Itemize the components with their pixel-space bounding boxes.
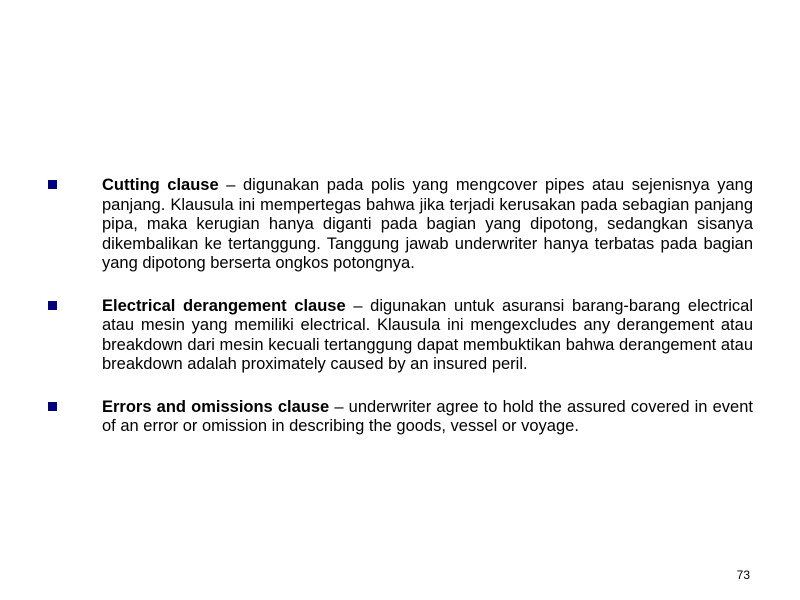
clause-term: Cutting clause [102,176,219,194]
square-bullet-icon [48,180,57,189]
clause-description: – digunakan pada polis yang mengcover pipes atau sejenisnya yang panjang. Klausula ini mempertegas bahwa jika terjadi kerusakan pada sebagian panjang pipa, maka kerugian hanya diganti pada bagian yang dipotong, sedangkan sisanya dikembalikan ke tertanggung. Tanggung jawab underwriter hanya terbatas pada bagian yang dipotong berserta ongkos potongnya. [102,176,754,272]
bullet-list [48,176,753,437]
list-item [48,398,753,437]
clause-term: Errors and omissions clause [102,397,330,416]
clause-description: – underwriter agree to hold the assured covered in event of an error or omission in describing the goods, vessel or voyage. [102,397,753,435]
square-bullet-icon [48,301,57,310]
clause-description: – digunakan untuk asuransi barang-barang electrical atau mesin yang memiliki electrical. Klausula ini mengexcludes any derangement atau breakdown dari mesin kecuali tertanggung dapat membuktikan bahwa derangement atau breakdown adalah proximately caused by an insured peril. [102,296,754,373]
clause-term: Electrical derangement clause [102,296,346,315]
list-item [48,176,753,274]
bullet-text [102,176,753,274]
bullet-text [102,297,753,375]
bullet-text [102,398,753,437]
square-bullet-icon [48,402,57,411]
page-number: 73 [736,568,750,582]
list-item [48,297,753,375]
